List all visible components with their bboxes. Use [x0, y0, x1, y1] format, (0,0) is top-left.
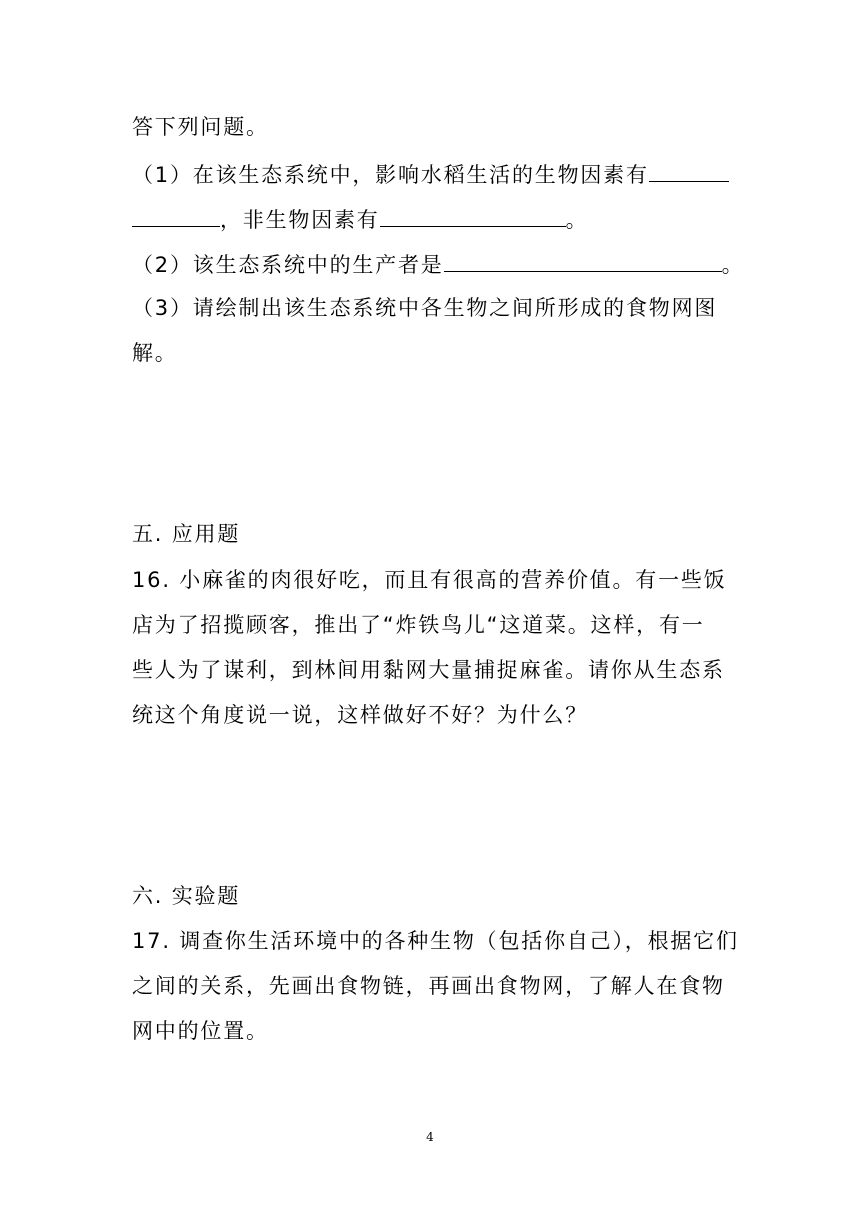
- q15-sub2-line: （2）该生态系统中的生产者是 。: [132, 249, 744, 279]
- q16-line: 16. 小麻雀的肉很好吃，而且有很高的营养价值。有一些饭: [132, 568, 727, 592]
- q15-sub3-line2: 解。: [132, 341, 178, 365]
- q16-line: 些人为了谋利，到林间用黏网大量捕捉麻雀。请你从生态系: [132, 658, 725, 682]
- answer-blank[interactable]: [132, 204, 220, 227]
- section5-heading: 五. 应用题: [132, 522, 241, 546]
- q15-sub1-line1: （1）在该生态系统中，影响水稻生活的生物因素有: [132, 159, 729, 189]
- q15-sub2-label: （2）: [132, 253, 193, 277]
- q17-line: 之间的关系，先画出食物链，再画出食物网，了解人在食物: [132, 974, 725, 998]
- q15-sub1-line2: ，非生物因素有 。: [132, 204, 588, 234]
- page-number: 4: [426, 1130, 434, 1144]
- section6-heading: 六. 实验题: [132, 884, 241, 908]
- q17-line: 网中的位置。: [132, 1019, 269, 1043]
- q15-sub3-label: （3）: [132, 296, 193, 320]
- answer-blank[interactable]: [649, 159, 729, 182]
- answer-blank[interactable]: [444, 249, 722, 272]
- q15-sub1-label: （1）: [132, 163, 193, 187]
- q16-line: 统这个角度说一说，这样做好不好？为什么？: [132, 703, 588, 727]
- answer-blank[interactable]: [380, 204, 566, 227]
- q17-line: 17. 调查你生活环境中的各种生物（包括你自己），根据它们: [132, 929, 739, 953]
- q16-line: 店为了招揽顾客，推出了“炸铁鸟儿“这道菜。这样，有一: [132, 613, 705, 637]
- q15-intro-tail: 答下列问题。: [132, 115, 269, 139]
- q15-sub3-line1: （3）请绘制出该生态系统中各生物之间所形成的食物网图: [132, 296, 718, 320]
